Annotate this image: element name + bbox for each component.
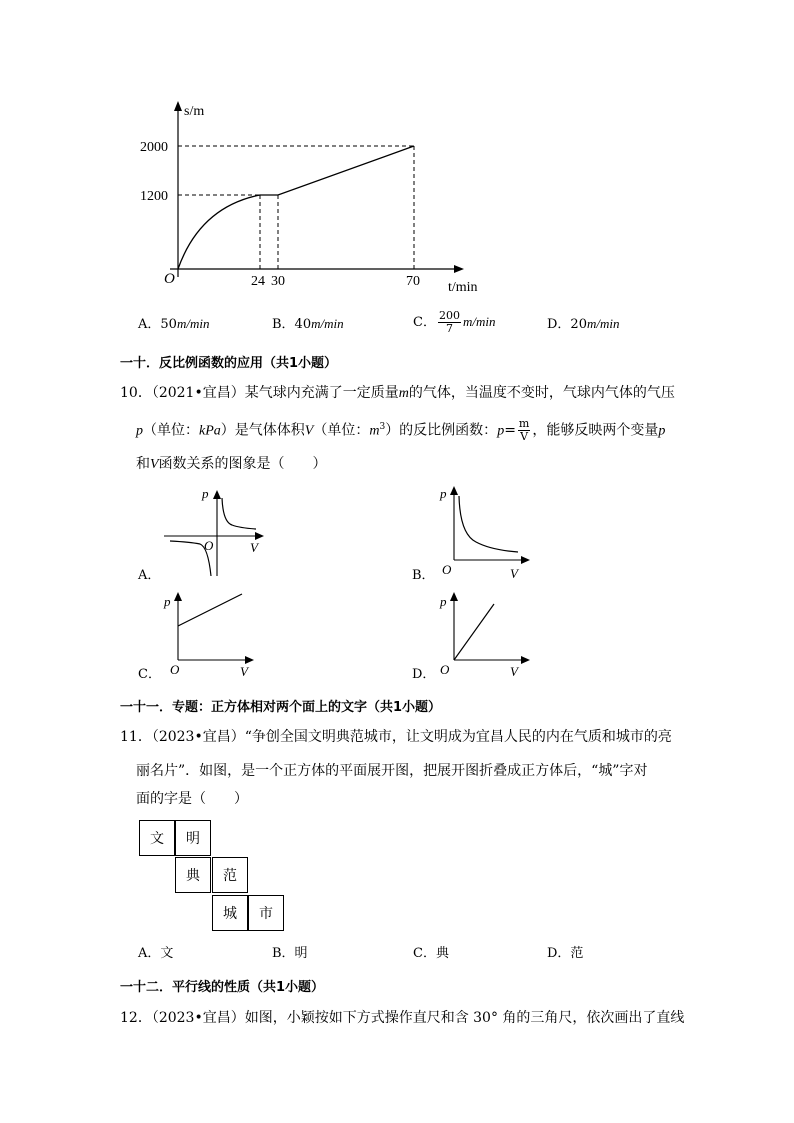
q10-option-a[interactable]: A． <box>138 568 161 583</box>
q9-option-c[interactable] <box>413 307 495 338</box>
q10-a-o-label: O <box>204 538 214 553</box>
q10-line-2-c: （单位： <box>313 422 370 439</box>
q10-a-v-label: V <box>250 540 258 555</box>
q10-d-p-label: p <box>440 594 447 609</box>
q10-graph-d <box>436 588 536 680</box>
q11-option-c[interactable]: C．典 <box>413 946 449 961</box>
y-tick-1200: 1200 <box>140 189 168 204</box>
q10-line-2-b: ）是气体体积 <box>220 422 305 439</box>
q10-line-3 <box>136 453 327 476</box>
cube-face-cheng: 城 <box>212 895 248 931</box>
q9-option-a-value: A．50 <box>138 317 177 332</box>
q10-b-v-label: V <box>510 566 518 581</box>
cube-face-ming: 明 <box>175 820 211 856</box>
q10-unit-m3: m <box>369 423 380 439</box>
q12-line-1: 12．（2023•宜昌）如图，小颖按如下方式操作直尺和含 30° 角的三角尺，依次画出了直线 <box>120 1010 685 1026</box>
q10-b-o-label: O <box>442 562 452 577</box>
q10-unit-kpa: kPa <box>199 423 221 439</box>
q9-option-c-numerator: 200 <box>438 309 460 322</box>
cube-face-wen: 文 <box>139 820 175 856</box>
x-tick-70: 70 <box>406 274 420 289</box>
cube-face-fan: 范 <box>212 857 248 893</box>
q10-var-v: V <box>304 423 314 439</box>
q11-line-1: 11．（2023•宜昌）“争创全国文明典范城市，让文明成为宜昌人民的内在气质和城市的亮 <box>120 729 672 745</box>
q9-option-d[interactable] <box>547 313 619 336</box>
q10-unit-m3-sup: 3 <box>379 422 386 432</box>
q10-var-p: p <box>136 423 143 439</box>
q9-option-c-letter: C． <box>413 315 436 330</box>
cube-net <box>139 820 287 934</box>
q10-a-p-label: p <box>202 486 209 501</box>
section-12-heading: 一十二．平行线的性质（共1小题） <box>120 980 325 995</box>
distance-curve <box>178 146 414 269</box>
cube-face-dian: 典 <box>175 857 211 893</box>
q10-option-c[interactable]: C． <box>138 667 161 682</box>
q9-option-a-unit: m/min <box>176 316 210 331</box>
q10-d-v-label: V <box>510 664 518 679</box>
q10-var-m: m <box>398 386 409 401</box>
q9-option-c-denominator: 7 <box>445 322 453 335</box>
q10-line-2-e: ，能够反映两个变量 <box>532 422 659 439</box>
q10-line-3-rest: 函数关系的图象是（ ） <box>158 456 327 472</box>
y-axis-arrow <box>174 101 182 111</box>
q11-option-b[interactable]: B．明 <box>272 946 308 961</box>
q10-c-o-label: O <box>170 662 180 677</box>
q9-option-c-fraction <box>438 310 461 335</box>
q11-option-d[interactable]: D．范 <box>547 946 584 961</box>
q10-graph-b <box>436 482 536 582</box>
x-tick-30: 30 <box>271 274 285 289</box>
distance-time-graph <box>130 95 500 300</box>
q10-var-v2: V <box>150 457 159 472</box>
q10-eq-fraction <box>518 418 530 443</box>
q10-eq-sign: = <box>504 422 516 439</box>
q11-line-2: 丽名片”．如图，是一个正方体的平面展开图，把展开图折叠成正方体后，“城”字对 <box>136 763 648 779</box>
q9-option-b-value: B．40 <box>272 317 312 332</box>
q10-c-v-label: V <box>240 664 248 679</box>
q9-option-b[interactable] <box>272 313 344 336</box>
q11-option-a[interactable]: A．文 <box>138 946 174 961</box>
q10-line-2-a: （单位： <box>143 422 199 439</box>
q9-option-d-unit: m/min <box>586 316 620 331</box>
x-axis-arrow <box>454 265 464 273</box>
q11-line-3: 面的字是（ ） <box>136 791 248 807</box>
q10-d-o-label: O <box>440 662 450 677</box>
section-11-heading: 一十一．专题：正方体相对两个面上的文字（共1小题） <box>120 700 442 715</box>
q10-line-1 <box>120 382 675 405</box>
x-axis-label: t/min <box>448 280 478 295</box>
q9-option-c-unit: m/min <box>462 314 496 329</box>
q10-var-p2: p <box>658 423 666 439</box>
q10-b-p-label: p <box>440 486 447 501</box>
q10-line-1-end: 的气体，当温度不变时，气球内气体的气压 <box>408 385 675 401</box>
q10-eq-denominator: V <box>520 430 529 444</box>
section-10-heading: 一十．反比例函数的应用（共1小题） <box>120 356 338 371</box>
y-axis-label: s/m <box>184 104 205 119</box>
q10-line-3-and: 和 <box>136 456 150 472</box>
origin-label: O <box>164 271 175 287</box>
q10-eq-p: p <box>497 423 505 439</box>
q9-option-a[interactable] <box>138 313 209 336</box>
q9-option-d-value: D．20 <box>547 317 587 332</box>
q10-line-2 <box>136 416 665 443</box>
q10-eq-numerator: m <box>518 417 530 431</box>
q10-c-p-label: p <box>164 594 171 609</box>
cube-face-shi: 市 <box>248 895 284 931</box>
q10-option-d[interactable]: D． <box>412 667 436 682</box>
q10-graph-a <box>160 484 270 580</box>
q10-graph-c <box>160 588 260 680</box>
y-tick-2000: 2000 <box>140 140 168 155</box>
q10-line-2-d: ）的反比例函数： <box>385 422 498 439</box>
x-tick-24: 24 <box>251 274 265 289</box>
q10-option-b[interactable]: B． <box>412 568 435 583</box>
q9-option-b-unit: m/min <box>311 316 344 331</box>
q10-line-1-text: 10．（2021•宜昌）某气球内充满了一定质量 <box>120 385 399 401</box>
